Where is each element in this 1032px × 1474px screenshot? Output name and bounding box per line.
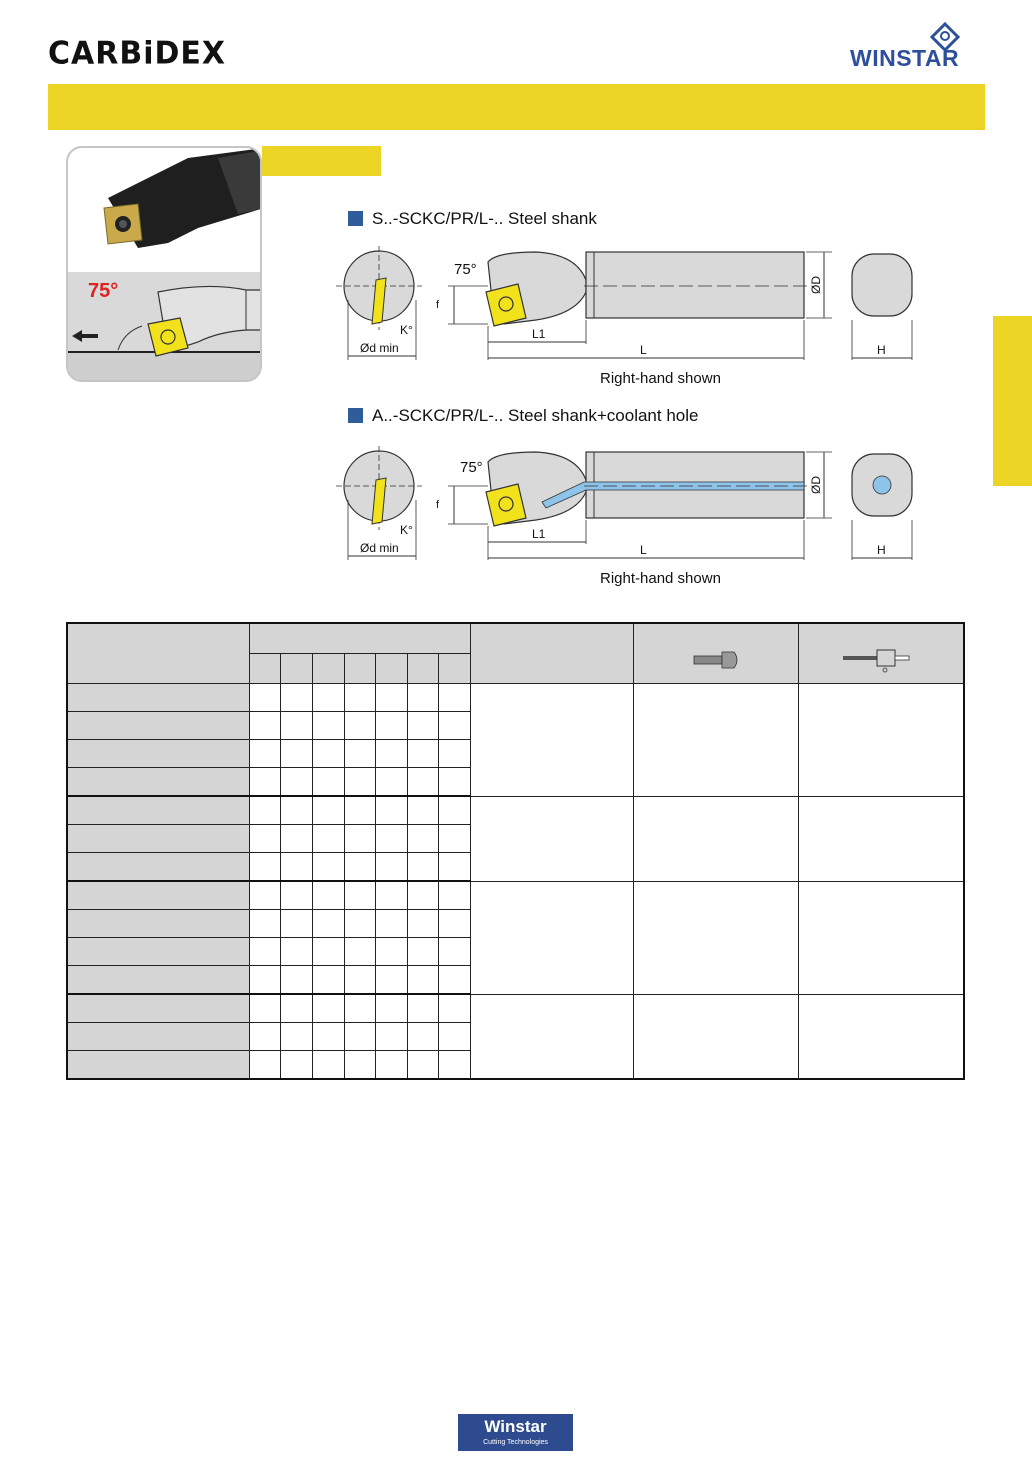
section1-title [348,209,597,229]
product-photo [68,148,262,272]
table-cell [312,910,344,938]
table-cell [281,1051,313,1080]
table-cell [344,994,376,1023]
s1-h-label: H [877,343,886,357]
group-cell [471,796,634,881]
table-cell [439,712,471,740]
side-tab [993,316,1032,486]
table-cell [344,966,376,995]
table-cell [439,768,471,797]
table-cell [281,768,313,797]
s2-angle-label: 75° [460,459,483,476]
row-label-cell [67,881,249,910]
table-cell [376,966,408,995]
table-cell [407,740,439,768]
section1-drawing [336,240,926,365]
table-cell [344,796,376,825]
s2-h-label: H [877,543,886,557]
table-cell [407,938,439,966]
table-cell [249,684,281,712]
table-cell [376,796,408,825]
table-cell [439,938,471,966]
row-label-cell [67,684,249,712]
table-cell [376,684,408,712]
s2-f-label: f [436,499,440,511]
s1-angle-label: 75° [454,261,477,278]
table-cell [249,966,281,995]
table-cell [281,853,313,882]
header-subcell [439,654,471,684]
table-cell [344,740,376,768]
header-subcell [344,654,376,684]
s2-l1-label: L1 [532,527,546,541]
table-cell [407,994,439,1023]
table-cell [312,740,344,768]
s1-f-label: f [436,299,440,311]
header-subcell [249,654,281,684]
table-cell [376,853,408,882]
table-cell [344,768,376,797]
header-subcell [407,654,439,684]
header-subcell [312,654,344,684]
table-cell [312,881,344,910]
table-cell [439,740,471,768]
table-cell [407,684,439,712]
s1-d-label: ØD [809,276,823,294]
row-label-cell [67,994,249,1023]
section1-caption: Right-hand shown [600,370,721,387]
section2-title-text: A..-SCKC/PR/L-.. Steel shank+coolant hole [372,406,699,425]
table-cell [439,966,471,995]
table-cell [344,825,376,853]
table-cell [344,1023,376,1051]
s1-dmin-label: Ød min [360,341,399,355]
group-cell [634,796,799,881]
row-label-cell [67,1051,249,1080]
table-cell [249,740,281,768]
s1-l-label: L [640,343,647,357]
table-cell [439,994,471,1023]
table-cell [344,938,376,966]
table-cell [344,881,376,910]
table-cell [281,966,313,995]
table-cell [281,684,313,712]
group-cell [799,994,964,1079]
row-label-cell [67,768,249,797]
header-subcell [376,654,408,684]
table-cell [407,910,439,938]
table-cell [312,825,344,853]
header-cell [67,623,249,684]
row-label-cell [67,966,249,995]
winstar-logo [850,20,990,72]
title-bar [48,84,985,130]
table-cell [312,1023,344,1051]
section1-title-text: S..-SCKC/PR/L-.. Steel shank [372,209,597,228]
group-cell [471,881,634,994]
row-label-cell [67,938,249,966]
section2-title [348,406,698,426]
row-label-cell [67,796,249,825]
table-cell [344,684,376,712]
table-cell [439,1051,471,1080]
row-label-cell [67,740,249,768]
square-bullet-icon [348,408,363,423]
table-row [67,684,964,712]
table-cell [249,768,281,797]
table-cell [407,853,439,882]
table-cell [281,712,313,740]
carbidex-logo: CARBiDEX [48,35,227,72]
table-cell [249,796,281,825]
group-cell [471,994,634,1079]
table-cell [249,712,281,740]
table-cell [376,768,408,797]
table-cell [281,796,313,825]
table-cell [439,1023,471,1051]
table-cell [249,881,281,910]
table-cell [344,853,376,882]
s2-k-label: K° [400,523,413,537]
table-cell [376,712,408,740]
table-cell [439,825,471,853]
table-cell [312,712,344,740]
table-cell [249,825,281,853]
table-cell [312,1051,344,1080]
table-cell [407,796,439,825]
header-cell [471,623,634,684]
row-label-cell [67,910,249,938]
table-cell [376,740,408,768]
table-cell [407,825,439,853]
table-cell [376,938,408,966]
table-header-row [67,623,964,654]
table-cell [376,825,408,853]
group-cell [799,684,964,797]
s2-d-label: ØD [809,476,823,494]
table-cell [439,881,471,910]
table-cell [376,910,408,938]
table-cell [249,853,281,882]
table-cell [312,966,344,995]
table-cell [312,796,344,825]
table-cell [249,994,281,1023]
table-cell [407,712,439,740]
boring-bar-photo [68,148,262,272]
table-row [67,796,964,825]
s2-dmin-label: Ød min [360,541,399,555]
table-cell [281,881,313,910]
table-cell [376,994,408,1023]
table-cell [344,910,376,938]
footer-logo [458,1414,573,1451]
table-cell [281,1023,313,1051]
table-row [67,881,964,910]
table-cell [312,938,344,966]
header-cell [249,623,470,654]
table-cell [439,853,471,882]
table-cell [281,910,313,938]
table-cell [407,1023,439,1051]
table-cell [407,881,439,910]
section2-caption: Right-hand shown [600,570,721,587]
header-cell-screw [634,623,799,684]
photo-angle-label: 75° [88,280,119,302]
footer-logo-word: Winstar [484,1417,547,1436]
screw-icon [634,624,798,678]
table-cell [249,1023,281,1051]
row-label-cell [67,825,249,853]
group-cell [799,796,964,881]
table-cell [281,994,313,1023]
s1-k-label: K° [400,323,413,337]
s2-l-label: L [640,543,647,557]
group-cell [634,881,799,994]
table-cell [249,938,281,966]
table-cell [281,825,313,853]
table-cell [376,1051,408,1080]
table-cell [344,712,376,740]
table-cell [407,1051,439,1080]
table-cell [312,853,344,882]
table-cell [249,1051,281,1080]
wrench-icon [799,624,951,678]
table-cell [281,938,313,966]
table-cell [312,994,344,1023]
table-cell [439,796,471,825]
footer-logo-tagline: Cutting Technologies [483,1439,548,1446]
table-cell [407,768,439,797]
row-label-cell [67,1023,249,1051]
table-row [67,994,964,1023]
table-cell [249,910,281,938]
square-bullet-icon [348,211,363,226]
table-cell [312,684,344,712]
header-cell-key [799,623,964,684]
product-photo-card [66,146,262,382]
group-cell [471,684,634,797]
winstar-wordmark: WINSTAR [850,45,960,71]
s1-l1-label: L1 [532,327,546,341]
table-cell [376,1023,408,1051]
table-cell [407,966,439,995]
table-cell [312,768,344,797]
header-subcell [281,654,313,684]
table-cell [281,740,313,768]
spec-table [66,622,965,1080]
group-cell [634,994,799,1079]
category-tag [262,146,381,176]
group-cell [634,684,799,797]
table-cell [439,684,471,712]
group-cell [799,881,964,994]
row-label-cell [67,712,249,740]
table-cell [439,910,471,938]
section2-drawing [336,440,926,565]
row-label-cell [67,853,249,882]
table-cell [376,881,408,910]
table-cell [344,1051,376,1080]
